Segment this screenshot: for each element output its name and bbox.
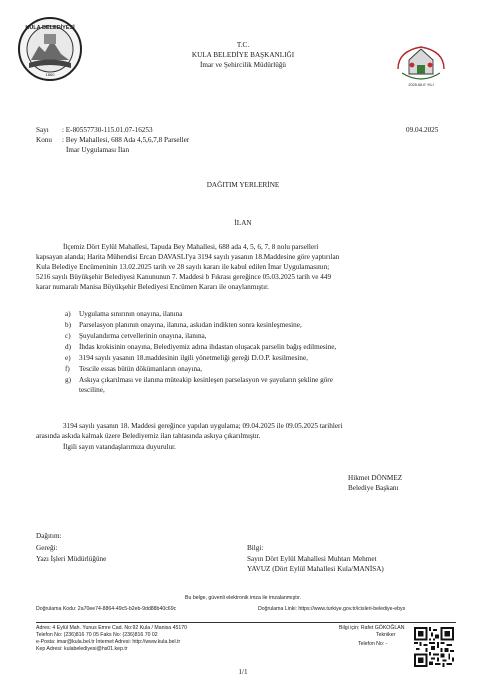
header-institution: KULA BELEDİYE BAŞKANLIĞI <box>191 51 295 59</box>
body-paragraph-line: İlçemiz Dört Eylül Mahallesi, Tapuda Bey Mahallesi, 688 ada 4, 5, 6, 7, 8 nolu parselleri <box>63 243 319 251</box>
svg-text:2025 AİLE YILI: 2025 AİLE YILI <box>408 83 434 87</box>
list-item: g) Askıya çıkarılması ve ilanına müteakip kesinleşen parselasyon ve şuyuların şekline göre <box>65 376 333 384</box>
header-department: İmar ve Şehircilik Müdürlüğü <box>199 61 287 69</box>
list-item: b) Parselasyon planının onayına, ilanına, askıdan indikten sonra kesinleşmesine, <box>65 321 302 329</box>
body-paragraph-line: 5216 sayılı Büyükşehir Belediyesi Kanununun 7. Maddesi b Fıkrası gereğince 05.03.2025 tarih ve 449 <box>36 273 332 281</box>
announcement-title: İLAN <box>234 219 252 227</box>
distribution-label: Dağıtım: <box>36 532 62 540</box>
list-item: c) Şuyulandırma cetvellerinin onayına, ilanına, <box>65 332 207 340</box>
bilgi-label: Bilgi: <box>247 544 264 552</box>
kep-line: Kep Adresi: kulabelediyesi@hs01.kep.tr <box>36 646 128 652</box>
signatory-name: Hikmet DÖNMEZ <box>348 474 403 482</box>
contact-person: Bilgi için: Rafet GÖKOĞLAN <box>339 625 405 631</box>
body-paragraph-line: arasında askıda kalmak üzere Belediyemiz ilan tahtasında askıya çıkarılmıştır. <box>36 432 261 440</box>
verification-link[interactable]: Doğrulama Linki: https://www.turkiye.gov.tr/icisleri-belediye-ebys <box>258 606 406 612</box>
list-item: a) Uygulama sınırının onayına, ilanına <box>65 310 183 318</box>
konu-value-2: İmar Uygulaması İlan <box>66 146 130 154</box>
svg-text:KULA BELEDİYESİ: KULA BELEDİYESİ <box>25 25 75 31</box>
list-item: tesciline, <box>79 386 105 394</box>
body-paragraph-line: karar numaralı Manisa Büyükşehir Belediyesi Encümen Kararı ile onaylanmıştır. <box>36 283 269 291</box>
geregi-label: Gereği: <box>36 544 58 552</box>
bilgi-value-1: Sayın Dört Eylül Mahallesi Muhtarı Mehmet <box>247 555 377 563</box>
bilgi-value-2: YAVUZ (Dört Eylül Mahallesi Kula/MANİSA) <box>247 565 384 573</box>
qr-code-icon <box>414 627 454 667</box>
geregi-value: Yazı İşleri Müdürlüğüne <box>36 555 107 563</box>
footer-divider <box>36 622 456 623</box>
svg-text:1860: 1860 <box>45 72 55 77</box>
e-signature-note: Bu belge, güvenli elektronik imza ile imzalanmıştır. <box>185 595 301 601</box>
header-tc: T.C. <box>236 41 250 49</box>
phone-line: Telefon No: (236)816 70 05 Faks No: (236)816 70 02 <box>36 632 158 638</box>
konu-label: Konu <box>36 136 52 144</box>
address-line: Adres: 4 Eylül Mah. Yunus Emre Cad. No:92 Kula / Manisa 45170 <box>36 625 188 631</box>
contact-phone: Telefon No: - <box>358 641 388 647</box>
body-paragraph-line: Kula Belediye Encümeninin 13.02.2025 tarih ve 28 sayılı kararı ile kabul edilen İmar Uygulamasının; <box>36 263 330 271</box>
verification-code: Doğrulama Kodu: 2a70ee74-8864-49c5-b2eb-9dd88b40c69c <box>36 606 177 612</box>
document-date: 09.04.2025 <box>406 126 439 134</box>
contact-role: Tekniker <box>376 632 396 638</box>
konu-value: : Bey Mahallesi, 688 Ada 4,5,6,7,8 Parseller <box>62 136 190 144</box>
signatory-title: Belediye Başkanı <box>348 484 399 492</box>
body-paragraph-line: İlgili sayın vatandaşlarımıza duyurulur. <box>63 443 176 451</box>
distribution-title: DAĞITIM YERLERİNE <box>206 181 280 189</box>
sayi-label: Sayı <box>36 126 49 134</box>
list-item: e) 3194 sayılı yasanın 18.maddesinin ilgili yönetmeliği gereği D.O.P. kesilmesine, <box>65 354 308 362</box>
list-item: d) İhdas krokisinin onayına, Belediyemiz adına ihdastan oluşacak parselin bağış edilmesine, <box>65 343 337 351</box>
email-line[interactable]: e-Posta: imar@kula.bel.tr İnternet Adresi: http://www.kula.bel.tr <box>36 639 181 645</box>
body-paragraph-line: 3194 sayılı yasanın 18. Maddesi gereğince yapılan uygulama; 09.04.2025 ile 09.05.2025 tarihleri <box>63 422 343 430</box>
list-item: f) Tescile essas bütün dökümanların onayına, <box>65 365 203 373</box>
sayi-value: : E-80557730-115.01.07-16253 <box>62 126 153 134</box>
page-number: 1/1 <box>238 668 248 676</box>
body-paragraph-line: kapsayan alanda; Harita Mühendisi Ercan DAVASLI'ya 3194 sayılı yasanın 18.Maddesine göre yaptırılan <box>36 253 340 261</box>
